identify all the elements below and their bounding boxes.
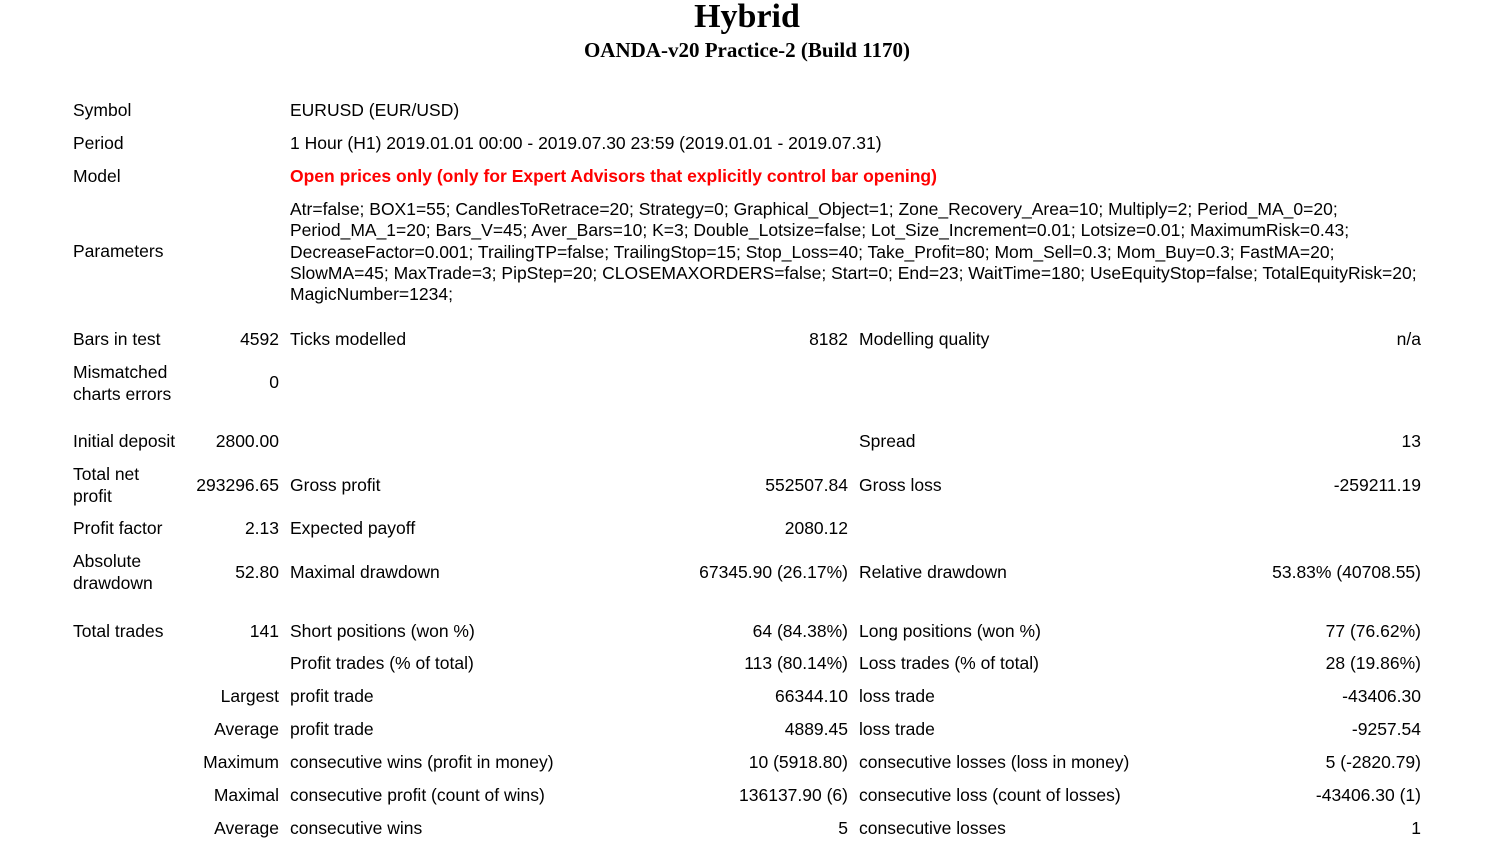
pf-label: Profit factor (73, 518, 163, 538)
netprofit-label-line2: profit (73, 486, 112, 506)
max-losses-value: 5 (-2820.79) (1325, 752, 1421, 772)
maximal-profit-label: consecutive profit (count of wins) (290, 785, 545, 805)
average-loss-value: -9257.54 (1351, 719, 1421, 739)
long-label: Long positions (won %) (859, 621, 1041, 641)
model-value: Open prices only (only for Expert Advisors that explicitly control bar opening) (290, 166, 937, 186)
symbol-label: Symbol (73, 100, 132, 120)
largest-loss-value: -43406.30 (1342, 686, 1421, 706)
payoff-label: Expected payoff (290, 518, 416, 538)
parameters-label: Parameters (73, 241, 164, 261)
largest-loss-label: loss trade (859, 686, 935, 706)
maximal-loss-value: -43406.30 (1) (1315, 785, 1421, 805)
ticks-label: Ticks modelled (290, 329, 407, 349)
deposit-label: Initial deposit (73, 431, 176, 451)
maximum-label: Maximum (203, 752, 279, 772)
average-consecutive-label: Average (214, 818, 279, 838)
spread-label: Spread (859, 431, 916, 451)
profit-trades-label: Profit trades (% of total) (290, 653, 474, 673)
quality-label: Modelling quality (859, 329, 990, 349)
average-label: Average (214, 719, 279, 739)
trades-label: Total trades (73, 621, 164, 641)
reldd-value: 53.83% (40708.55) (1272, 562, 1421, 582)
loss-trades-value: 28 (19.86%) (1325, 653, 1421, 673)
maxdd-label: Maximal drawdown (290, 562, 440, 582)
spread-value: 13 (1401, 431, 1421, 451)
mismatch-label-line2: charts errors (73, 384, 172, 404)
maximal-loss-label: consecutive loss (count of losses) (859, 785, 1121, 805)
max-wins-value: 10 (5918.80) (748, 752, 848, 772)
avg-wins-label: consecutive wins (290, 818, 423, 838)
period-value: 1 Hour (H1) 2019.01.01 00:00 - 2019.07.30 23:59 (2019.01.01 - 2019.07.31) (290, 133, 882, 153)
max-wins-label: consecutive wins (profit in money) (290, 752, 554, 772)
grossloss-value: -259211.19 (1333, 475, 1421, 495)
maximal-profit-value: 136137.90 (6) (739, 785, 848, 805)
pf-value: 2.13 (244, 518, 279, 538)
maxdd-value: 67345.90 (26.17%) (699, 562, 848, 582)
largest-profit-value: 66344.10 (775, 686, 848, 706)
model-label: Model (73, 166, 121, 186)
avg-wins-value: 5 (838, 818, 848, 838)
mismatch-value: 0 (269, 372, 279, 392)
loss-trades-label: Loss trades (% of total) (859, 653, 1039, 673)
profit-trades-value: 113 (80.14%) (744, 653, 848, 673)
long-value: 77 (76.62%) (1325, 621, 1421, 641)
absdd-label-line1: Absolute (73, 551, 142, 571)
period-label: Period (73, 133, 124, 153)
short-value: 64 (84.38%) (752, 621, 848, 641)
parameters-value: Atr=false; BOX1=55; CandlesToRetrace=20; Strategy=0; Graphical_Object=1; Zone_Recovery_Area=10; Multiply=2; Period_MA_0=20; Period_MA_1=20; Bars_V=45; Aver_Bars=10; K=3; Double_Lotsize=false; Lot_Size_Increment=0.01; Lotsize=0.01; MaximumRisk=0.43; DecreaseFactor=0.001; TrailingTP=false; TrailingStop=15; Stop_Loss=40; Take_Profit=80; Mom_Sell=0.3; Mom_Buy=0.3; FastMA=20; SlowMA=45; MaxTrade=3; PipStep=20; CLOSEMAXORDERS=false; Start=0; End=23; WaitTime=180; UseEquityStop=false; TotalEquityRisk=20; MagicNumber=1234; (290, 199, 1417, 305)
report-title: Hybrid (694, 0, 800, 35)
grossprofit-value: 552507.84 (765, 475, 848, 495)
quality-value: n/a (1396, 329, 1421, 349)
deposit-value: 2800.00 (215, 431, 279, 451)
grossloss-label: Gross loss (859, 475, 942, 495)
grossprofit-label: Gross profit (290, 475, 381, 495)
netprofit-value: 293296.65 (196, 475, 279, 495)
mismatch-label-line1: Mismatched (73, 362, 168, 382)
avg-losses-label: consecutive losses (859, 818, 1006, 838)
avg-losses-value: 1 (1411, 818, 1421, 838)
average-profit-value: 4889.45 (784, 719, 848, 739)
bars-value: 4592 (240, 329, 279, 349)
bars-label: Bars in test (73, 329, 161, 349)
absdd-value: 52.80 (235, 562, 279, 582)
absdd-label-line2: drawdown (73, 573, 153, 593)
max-losses-label: consecutive losses (loss in money) (859, 752, 1130, 772)
trades-value: 141 (249, 621, 279, 641)
reldd-label: Relative drawdown (859, 562, 1007, 582)
short-label: Short positions (won %) (290, 621, 475, 641)
maximal-label: Maximal (213, 785, 279, 805)
symbol-value: EURUSD (EUR/USD) (290, 100, 460, 120)
average-profit-label: profit trade (290, 719, 374, 739)
payoff-value: 2080.12 (784, 518, 848, 538)
largest-profit-label: profit trade (290, 686, 374, 706)
report-subtitle: OANDA-v20 Practice-2 (Build 1170) (583, 38, 911, 62)
netprofit-label-line1: Total net (73, 464, 140, 484)
ticks-value: 8182 (809, 329, 848, 349)
average-loss-label: loss trade (859, 719, 935, 739)
largest-label: Largest (220, 686, 279, 706)
